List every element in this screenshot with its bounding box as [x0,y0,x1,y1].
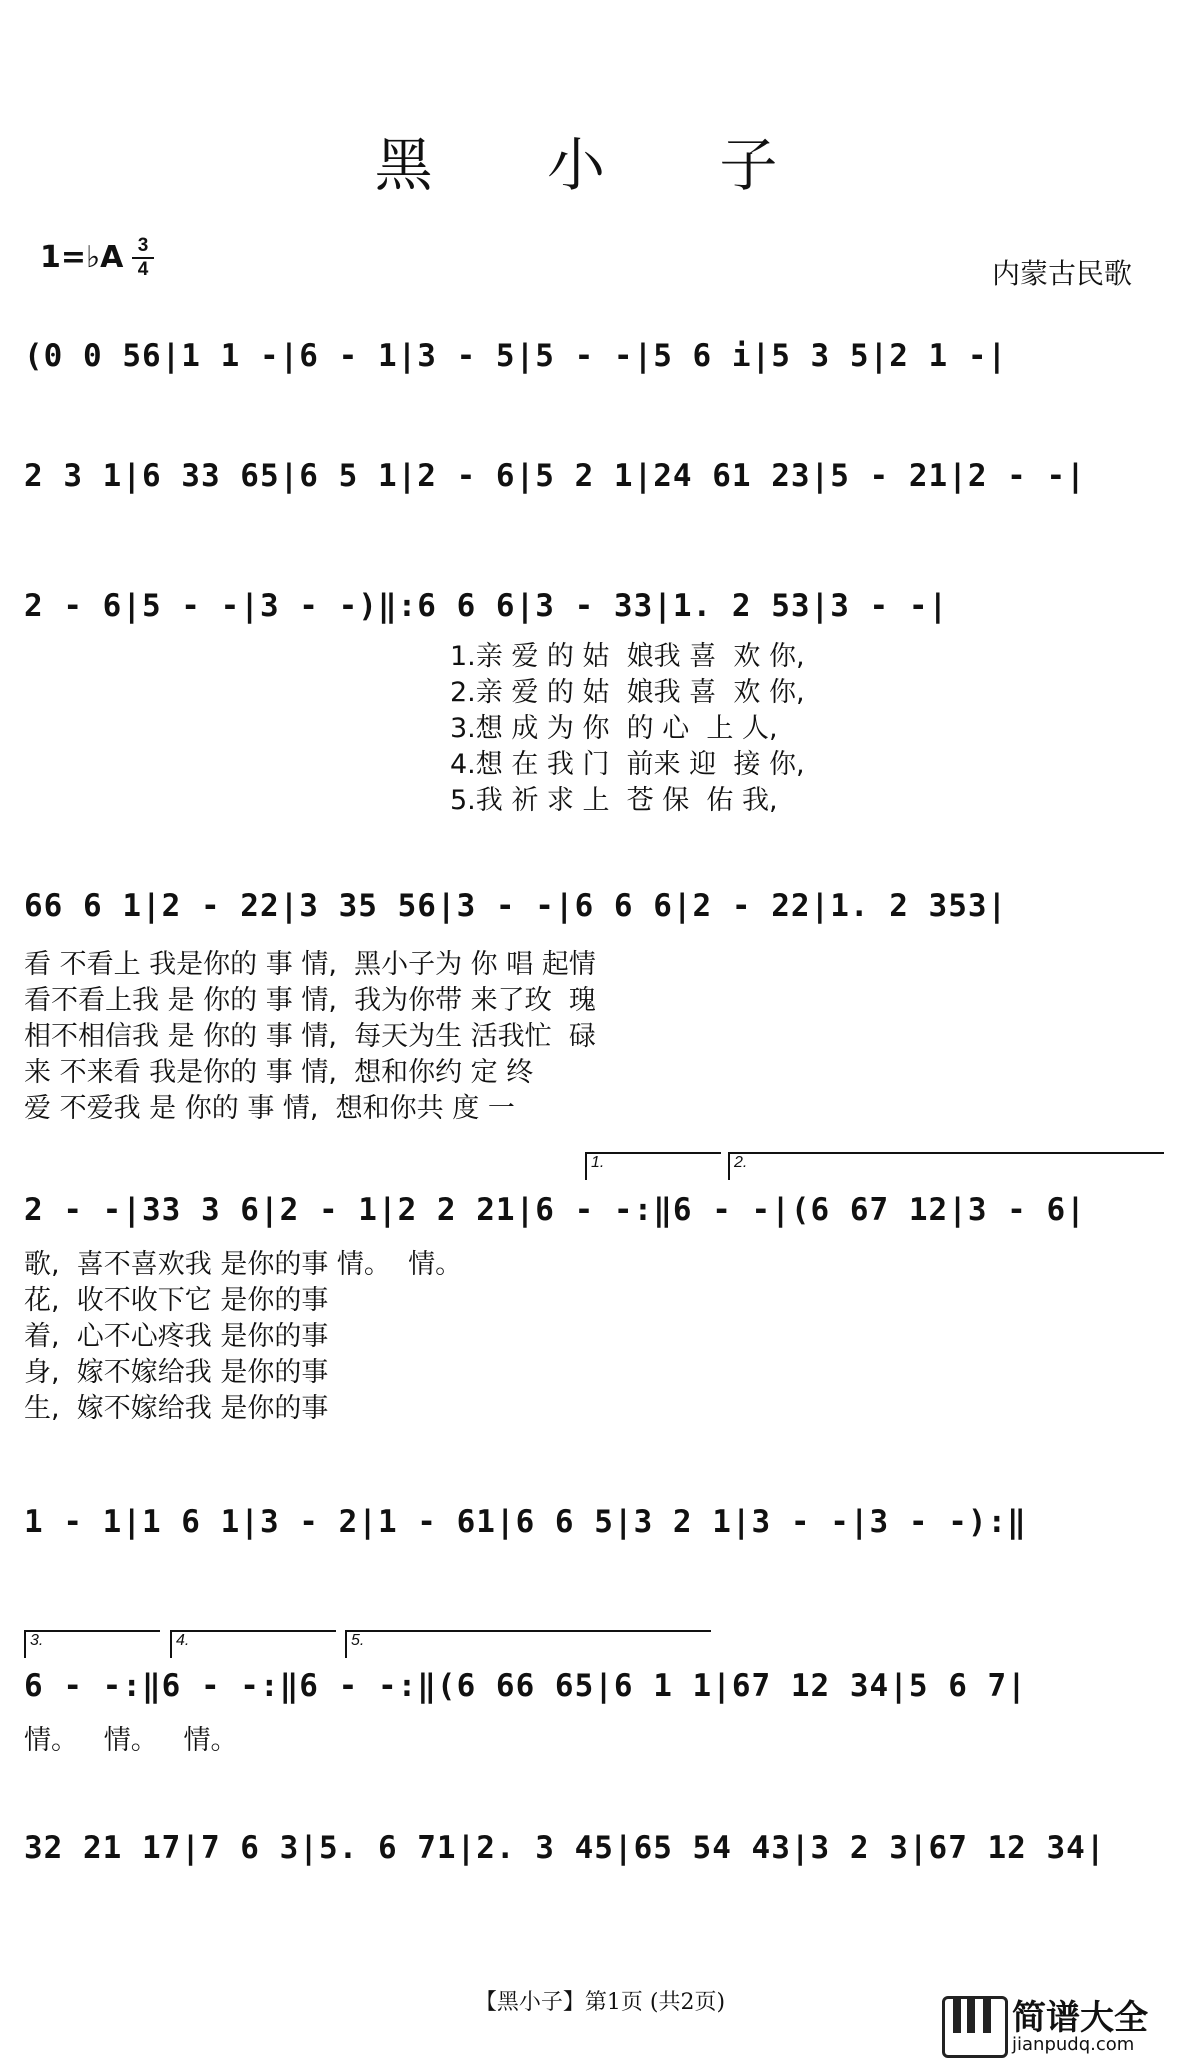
piano-icon [942,1996,1008,2058]
volta-bracket: 4. [170,1630,336,1658]
time-signature-bottom: 4 [137,259,149,280]
time-signature-top: 3 [137,235,149,256]
lyric-line: 歌, 喜不喜欢我 是你的事 情。 情。 [24,1249,463,1280]
lyric-line: 身, 嫁不嫁给我 是你的事 [24,1357,329,1388]
notation-row-3: 2 - 6|5 - -|3 - -)‖:6 6 6|3 - 33|1. 2 53|3 - -| [24,588,949,624]
lyric-line: 生, 嫁不嫁给我 是你的事 [24,1393,329,1424]
logo-text: 简谱大全 [1012,1998,1148,2038]
song-origin: 内蒙古民歌 [991,257,1132,290]
notation-row-8: 32 21 17|7 6 3|5. 6 71|2. 3 45|65 54 43|3 2 3|67 12 34| [24,1830,1106,1866]
lyric-line: 2.亲 爱 的 姑 娘我 喜 欢 你, [450,677,805,708]
lyric-line: 来 不来看 我是你的 事 情, 想和你约 定 终 [24,1057,534,1088]
page-title: 黑 小 子 [374,131,826,199]
volta-bracket: 2. [728,1152,1164,1180]
key-signature: 1=♭A [40,240,124,275]
logo-url: jianpudq.com [1012,2034,1135,2055]
lyric-line: 着, 心不心疼我 是你的事 [24,1321,329,1352]
notation-row-2: 2 3 1|6 33 65|6 5 1|2 - 6|5 2 1|24 61 23|5 - 21|2 - -| [24,458,1086,494]
notation-row-1: (0 0 56|1 1 -|6 - 1|3 - 5|5 - -|5 6 i|5 3 5|2 1 -| [24,338,1008,374]
volta-bracket: 1. [585,1152,721,1180]
lyric-line: 看不看上我 是 你的 事 情, 我为你带 来了玫 瑰 [24,985,596,1016]
lyric-line: 相不相信我 是 你的 事 情, 每天为生 活我忙 碌 [24,1021,596,1052]
lyric-line: 1.亲 爱 的 姑 娘我 喜 欢 你, [450,641,805,672]
lyric-line: 3.想 成 为 你 的 心 上 人, [450,713,778,744]
volta-bracket: 3. [24,1630,160,1658]
lyric-line: 花, 收不收下它 是你的事 [24,1285,329,1316]
site-logo [942,1990,1182,2062]
lyric-line: 爱 不爱我 是 你的 事 情, 想和你共 度 一 [24,1093,515,1124]
notation-row-4: 66 6 1|2 - 22|3 35 56|3 - -|6 6 6|2 - 22|1. 2 353| [24,888,1008,924]
volta-bracket: 5. [345,1630,711,1658]
page-footer: 【黑小子】第1页 (共2页) [474,1990,726,2015]
lyric-line: 4.想 在 我 门 前来 迎 接 你, [450,749,805,780]
lyric-line: 看 不看上 我是你的 事 情, 黑小子为 你 唱 起情 [24,949,596,980]
time-signature [132,236,154,280]
notation-row-5: 2 - -|33 3 6|2 - 1|2 2 21|6 - -:‖6 - -|(6 67 12|3 - 6| [24,1192,1086,1228]
notation-row-7: 6 - -:‖6 - -:‖6 - -:‖(6 66 65|6 1 1|67 12 34|5 6 7| [24,1668,1027,1704]
notation-row-6: 1 - 1|1 6 1|3 - 2|1 - 61|6 6 5|3 2 1|3 - -|3 - -):‖ [24,1504,1027,1540]
lyric-line: 5.我 祈 求 上 苍 保 佑 我, [450,785,778,816]
lyric-line: 情。 情。 情。 [24,1725,238,1756]
